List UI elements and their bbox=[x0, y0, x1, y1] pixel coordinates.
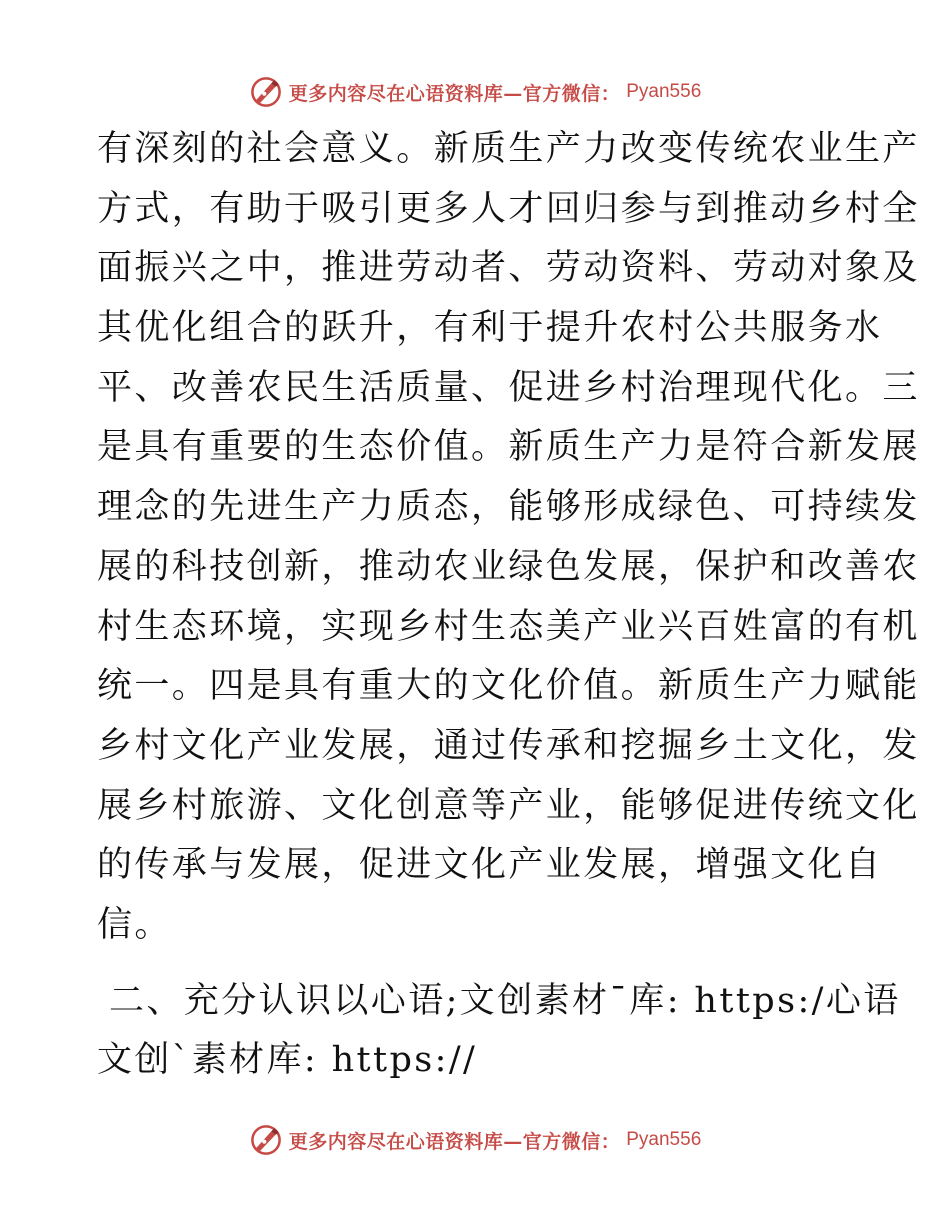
paragraph-line: 是具有重要的生态价值。新质生产力是符合新发展 bbox=[97, 427, 920, 468]
paragraph-line: 乡村文化产业发展，通过传承和挖掘乡土文化，发 bbox=[97, 725, 920, 766]
paragraph-line: 平、改善农民生活质量、促进乡村治理现代化。三 bbox=[97, 367, 920, 408]
header-watermark-banner bbox=[0, 70, 950, 114]
paragraph-line: 有深刻的社会意义。新质生产力改变传统农业生产 bbox=[97, 129, 920, 169]
paragraph-line: 统一。四是具有重大的文化价值。新质生产力赋能 bbox=[97, 666, 920, 707]
footer-banner-text: 更多内容尽在心语资料库—官方微信： bbox=[288, 1130, 621, 1153]
paragraph-line: 展的科技创新，推动农业绿色发展，保护和改善农 bbox=[97, 546, 920, 587]
paragraph-line: 展乡村旅游、文化创意等产业，能够促进传统文化 bbox=[97, 785, 920, 826]
footer-watermark-banner bbox=[0, 1118, 950, 1162]
body-paragraph bbox=[97, 120, 920, 956]
paragraph-line: 村生态环境，实现乡村生态美产业兴百姓富的有机 bbox=[97, 606, 920, 647]
document-body bbox=[97, 120, 920, 1091]
paragraph-line: 的传承与发展，促进文化产业发展，增强文化自 bbox=[97, 845, 883, 886]
footer-banner-inner bbox=[249, 1123, 702, 1157]
heading-line: 二、充分认识以心语;文创素材¯库: https:/心语 bbox=[109, 980, 901, 1021]
paragraph-line: 面振兴之中，推进劳动者、劳动资料、劳动对象及 bbox=[97, 248, 920, 289]
section-heading bbox=[97, 972, 901, 1091]
header-wechat-id: Pyan556 bbox=[626, 81, 702, 102]
pen-logo-icon bbox=[249, 75, 283, 109]
paragraph-line: 信。 bbox=[97, 904, 172, 945]
pen-logo-icon bbox=[249, 1123, 283, 1157]
header-banner-inner bbox=[249, 75, 702, 109]
paragraph-line: 理念的先进生产力质态，能够形成绿色、可持续发 bbox=[97, 487, 920, 528]
heading-line: 文创`素材库: https:// bbox=[97, 1040, 478, 1081]
header-banner-text: 更多内容尽在心语资料库—官方微信： bbox=[288, 82, 621, 105]
footer-wechat-id: Pyan556 bbox=[626, 1129, 702, 1150]
paragraph-line: 其优化组合的跃升，有利于提升农村公共服务水 bbox=[97, 308, 883, 349]
paragraph-line: 方式，有助于吸引更多人才回归参与到推动乡村全 bbox=[97, 188, 920, 229]
